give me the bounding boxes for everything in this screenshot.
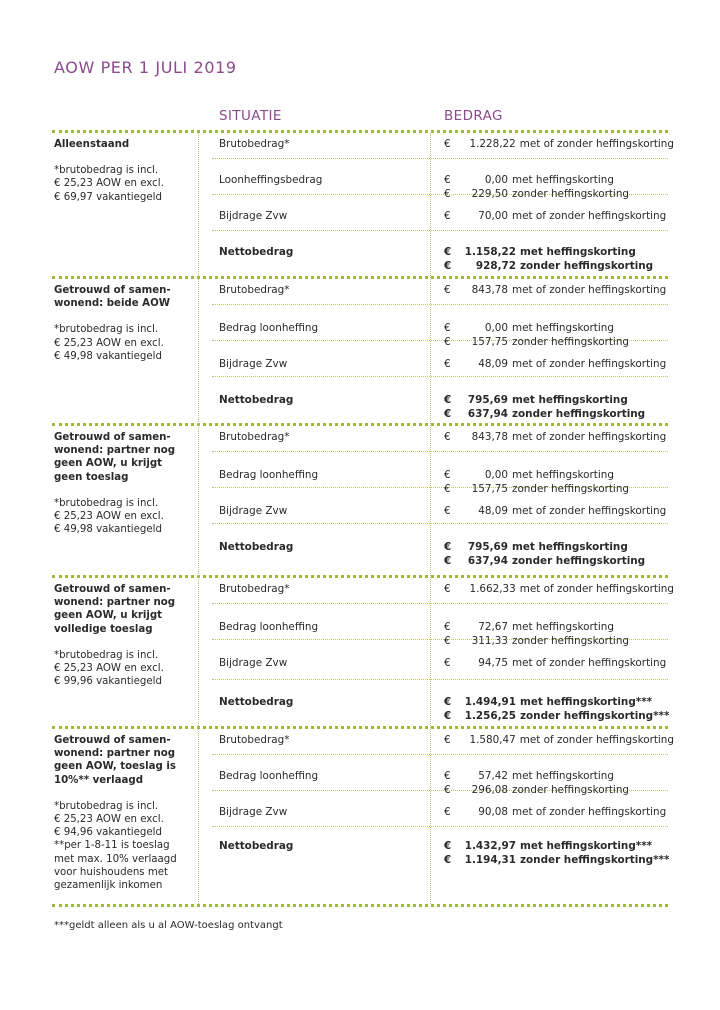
row-amount <box>444 174 674 201</box>
amount-value: 795,69 <box>467 541 508 553</box>
row-amount <box>444 284 674 298</box>
amount-description: zonder heffingskorting <box>512 187 629 200</box>
amount-description: met of zonder heffingskorting <box>519 138 674 150</box>
row-amount <box>444 770 674 797</box>
amount-line <box>444 358 674 372</box>
row-separator <box>212 376 668 377</box>
currency-symbol: € <box>444 210 451 222</box>
amount-line <box>444 408 674 422</box>
currency-symbol: € <box>444 657 451 669</box>
currency-symbol: € <box>444 335 451 348</box>
currency-symbol: € <box>444 583 451 595</box>
amount-value: 48,09 <box>478 358 508 370</box>
currency-symbol: € <box>444 554 452 567</box>
currency-symbol: € <box>444 853 452 866</box>
amount-line <box>444 469 674 483</box>
amount-line <box>444 246 674 260</box>
amount-value: 1.228,22 <box>469 138 516 150</box>
group-description <box>54 734 186 892</box>
amount-description: met of zonder heffingskorting <box>519 734 674 746</box>
row-label: Bedrag loonheffing <box>219 770 319 782</box>
amount-value: 1.432,97 <box>464 840 516 852</box>
row-amount <box>444 541 674 568</box>
amount-line <box>444 138 674 152</box>
column-divider <box>198 133 199 904</box>
amount-value: 843,78 <box>471 431 508 443</box>
amount-description: met of zonder heffingskorting <box>519 583 674 595</box>
amount-description: met of zonder heffingskorting <box>512 806 667 818</box>
amount-line <box>444 284 674 298</box>
amount-description: met heffingskorting <box>512 469 614 481</box>
currency-symbol: € <box>444 322 451 334</box>
amount-line <box>444 322 674 336</box>
amount-value: 843,78 <box>471 284 508 296</box>
row-label: Brutobedrag* <box>219 431 290 443</box>
group-note: *brutobedrag is incl. € 25,23 AOW en excl. € 99,96 vakantiegeld <box>54 649 164 688</box>
row-label: Bedrag loonheffing <box>219 322 319 334</box>
amount-description: met heffingskorting*** <box>520 696 653 708</box>
amount-description: zonder heffingskorting <box>512 554 646 567</box>
row-label: Bijdrage Zvw <box>219 806 288 818</box>
group-title: Getrouwd of samen- wonend: partner nog geen AOW, u krijgt volledige toeslag <box>54 584 176 635</box>
group-description <box>54 284 186 363</box>
amount-description: met heffingskorting <box>512 770 614 782</box>
amount-value: 48,09 <box>478 505 508 517</box>
row-separator <box>212 158 668 159</box>
amount-description: met of zonder heffingskorting <box>512 210 667 222</box>
group-note: *brutobedrag is incl. € 25,23 AOW en excl. € 49,98 vakantiegeld <box>54 324 164 362</box>
group-note: *brutobedrag is incl. € 25,23 AOW en excl. € 94,96 vakantiegeld **per 1-8-11 is toeslag met max. 10% verlaagd voor huishoudens met gezamenlijk inkomen <box>54 800 177 892</box>
amount-value: 157,75 <box>471 335 508 348</box>
row-label: Nettobedrag <box>219 394 294 406</box>
currency-symbol: € <box>444 541 452 553</box>
amount-value: 1.194,31 <box>464 853 516 866</box>
row-amount <box>444 210 674 224</box>
amount-line <box>444 784 674 798</box>
amount-description: met heffingskorting <box>512 174 614 186</box>
row-amount <box>444 696 674 723</box>
group-divider <box>52 423 668 426</box>
amount-value: 90,08 <box>478 806 508 818</box>
amount-line <box>444 583 674 597</box>
amount-line <box>444 635 674 649</box>
group-title: Alleenstaand <box>54 139 130 150</box>
currency-symbol: € <box>444 407 452 420</box>
amount-value: 1.158,22 <box>464 246 516 258</box>
row-label: Nettobedrag <box>219 246 294 258</box>
currency-symbol: € <box>444 840 452 852</box>
amount-line <box>444 657 674 671</box>
amount-line <box>444 260 674 274</box>
amount-description: met heffingskorting <box>512 322 614 334</box>
group-title: Getrouwd of samen- wonend: partner nog geen AOW, toeslag is 10%** verlaagd <box>54 735 176 786</box>
row-amount <box>444 394 674 421</box>
amount-line <box>444 854 674 868</box>
amount-value: 1.256,25 <box>464 709 516 722</box>
column-header-situation: SITUATIE <box>219 108 282 124</box>
row-label: Bijdrage Zvw <box>219 505 288 517</box>
amount-value: 1.494,91 <box>464 696 516 708</box>
amount-line <box>444 770 674 784</box>
amount-value: 311,33 <box>471 634 508 647</box>
column-header-amount: BEDRAG <box>444 108 503 124</box>
amount-value: 57,42 <box>478 770 508 782</box>
group-divider <box>52 726 668 729</box>
amount-value: 928,72 <box>475 259 516 272</box>
group-description <box>54 431 186 536</box>
currency-symbol: € <box>444 138 451 150</box>
amount-value: 157,75 <box>471 482 508 495</box>
amount-line <box>444 710 674 724</box>
row-amount <box>444 246 674 273</box>
amount-description: zonder heffingskorting*** <box>520 709 670 722</box>
amount-line <box>444 806 674 820</box>
amount-value: 70,00 <box>478 210 508 222</box>
amount-value: 94,75 <box>478 657 508 669</box>
row-label: Bijdrage Zvw <box>219 358 288 370</box>
currency-symbol: € <box>444 770 451 782</box>
amount-value: 229,50 <box>471 187 508 200</box>
amount-description: zonder heffingskorting <box>512 482 629 495</box>
amount-line <box>444 431 674 445</box>
page-title: AOW PER 1 JULI 2019 <box>54 58 237 77</box>
group-divider <box>52 130 668 133</box>
currency-symbol: € <box>444 259 452 272</box>
amount-line <box>444 174 674 188</box>
row-amount <box>444 469 674 496</box>
amount-description: met heffingskorting*** <box>520 840 653 852</box>
row-label: Loonheffingsbedrag <box>219 174 323 186</box>
row-label: Brutobedrag* <box>219 284 290 296</box>
currency-symbol: € <box>444 174 451 186</box>
currency-symbol: € <box>444 621 451 633</box>
column-divider <box>430 133 431 904</box>
amount-value: 637,94 <box>467 407 508 420</box>
amount-line <box>444 621 674 635</box>
row-separator <box>212 754 668 755</box>
amount-description: zonder heffingskorting <box>512 335 629 348</box>
currency-symbol: € <box>444 696 452 708</box>
currency-symbol: € <box>444 246 452 258</box>
amount-line <box>444 394 674 408</box>
group-divider <box>52 276 668 279</box>
amount-description: zonder heffingskorting <box>512 783 629 796</box>
row-amount <box>444 806 674 820</box>
amount-value: 1.580,47 <box>469 734 516 746</box>
amount-description: met of zonder heffingskorting <box>512 358 667 370</box>
row-amount <box>444 583 674 597</box>
amount-description: zonder heffingskorting <box>520 259 654 272</box>
currency-symbol: € <box>444 394 452 406</box>
row-label: Bijdrage Zvw <box>219 657 288 669</box>
row-amount <box>444 621 674 648</box>
row-label: Brutobedrag* <box>219 138 290 150</box>
row-label: Bedrag loonheffing <box>219 621 319 633</box>
row-label: Nettobedrag <box>219 840 294 852</box>
row-amount <box>444 840 674 867</box>
amount-value: 1.662,33 <box>469 583 516 595</box>
amount-description: met heffingskorting <box>512 621 614 633</box>
amount-value: 795,69 <box>467 394 508 406</box>
row-amount <box>444 734 674 748</box>
group-description <box>54 583 186 688</box>
row-separator <box>212 304 668 305</box>
row-separator <box>212 679 668 680</box>
amount-line <box>444 840 674 854</box>
group-note: *brutobedrag is incl. € 25,23 AOW en excl. € 49,98 vakantiegeld <box>54 497 164 536</box>
amount-value: 0,00 <box>484 322 508 334</box>
amount-description: zonder heffingskorting <box>512 634 629 647</box>
group-title: Getrouwd of samen- wonend: partner nog geen AOW, u krijgt geen toeslag <box>54 432 176 483</box>
amount-line <box>444 188 674 202</box>
row-separator <box>212 451 668 452</box>
row-separator <box>212 230 668 231</box>
currency-symbol: € <box>444 358 451 370</box>
amount-description: zonder heffingskorting <box>512 407 646 420</box>
amount-value: 72,67 <box>478 621 508 633</box>
currency-symbol: € <box>444 734 451 746</box>
currency-symbol: € <box>444 469 451 481</box>
group-divider <box>52 904 668 907</box>
row-separator <box>212 826 668 827</box>
currency-symbol: € <box>444 431 451 443</box>
group-description <box>54 138 186 204</box>
amount-description: met of zonder heffingskorting <box>512 284 667 296</box>
row-amount <box>444 322 674 349</box>
row-label: Brutobedrag* <box>219 583 290 595</box>
amount-line <box>444 505 674 519</box>
amount-value: 0,00 <box>484 469 508 481</box>
amount-line <box>444 483 674 497</box>
row-label: Bedrag loonheffing <box>219 469 319 481</box>
amount-line <box>444 541 674 555</box>
amount-line <box>444 734 674 748</box>
row-amount <box>444 138 674 152</box>
currency-symbol: € <box>444 505 451 517</box>
amount-value: 296,08 <box>471 783 508 796</box>
group-note: *brutobedrag is incl. € 25,23 AOW en excl. € 69,97 vakantiegeld <box>54 165 164 203</box>
row-amount <box>444 657 674 671</box>
currency-symbol: € <box>444 482 451 495</box>
row-amount <box>444 431 674 445</box>
currency-symbol: € <box>444 284 451 296</box>
amount-value: 0,00 <box>484 174 508 186</box>
row-amount <box>444 358 674 372</box>
amount-line <box>444 696 674 710</box>
amount-line <box>444 555 674 569</box>
row-amount <box>444 505 674 519</box>
amount-description: met of zonder heffingskorting <box>512 431 667 443</box>
amount-line <box>444 210 674 224</box>
amount-description: met heffingskorting <box>512 541 628 553</box>
row-separator <box>212 523 668 524</box>
amount-description: met of zonder heffingskorting <box>512 657 667 669</box>
footnote: ***geldt alleen als u al AOW-toeslag ontvangt <box>54 920 283 931</box>
currency-symbol: € <box>444 783 451 796</box>
row-label: Brutobedrag* <box>219 734 290 746</box>
amount-description: zonder heffingskorting*** <box>520 853 670 866</box>
row-label: Nettobedrag <box>219 541 294 553</box>
row-label: Nettobedrag <box>219 696 294 708</box>
group-title: Getrouwd of samen- wonend: beide AOW <box>54 285 171 310</box>
amount-description: met heffingskorting <box>520 246 636 258</box>
amount-description: met of zonder heffingskorting <box>512 505 667 517</box>
group-divider <box>52 575 668 578</box>
amount-line <box>444 336 674 350</box>
row-label: Bijdrage Zvw <box>219 210 288 222</box>
amount-value: 637,94 <box>467 554 508 567</box>
currency-symbol: € <box>444 806 451 818</box>
currency-symbol: € <box>444 634 451 647</box>
row-separator <box>212 603 668 604</box>
currency-symbol: € <box>444 187 451 200</box>
amount-description: met heffingskorting <box>512 394 628 406</box>
currency-symbol: € <box>444 709 452 722</box>
